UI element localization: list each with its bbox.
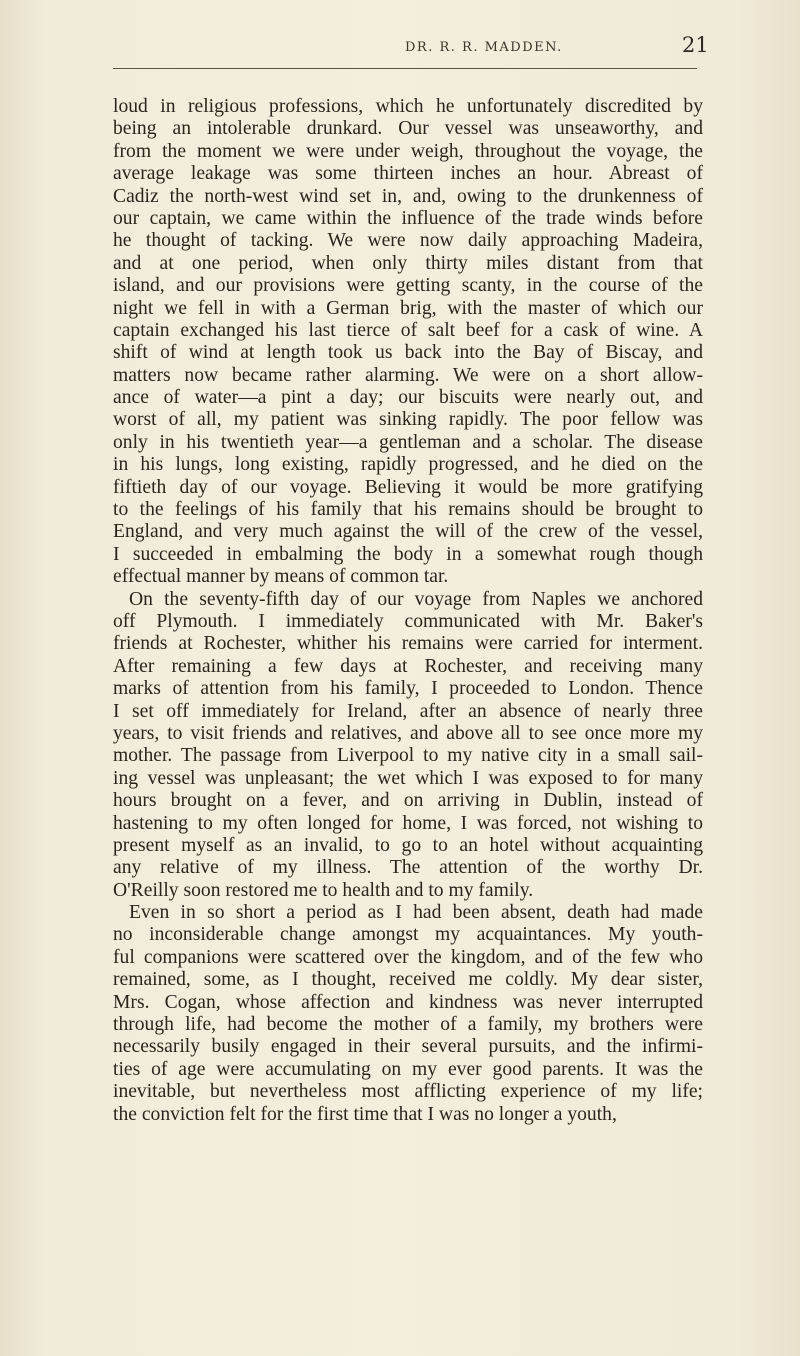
text-line: night we fell in with a German brig, with the master of which our	[113, 297, 703, 319]
text-line: Cadiz the north-west wind set in, and, owing to the drunkenness of	[113, 185, 703, 207]
text-line: present myself as an invalid, to go to an hotel without acquainting	[113, 834, 703, 856]
text-line: O'Reilly soon restored me to health and to my family.	[113, 879, 534, 901]
header-rule	[113, 68, 697, 69]
text-line: necessarily busily engaged in their several pursuits, and the infirmi-	[113, 1036, 703, 1058]
body-text	[113, 96, 703, 1126]
text-line: off Plymouth. I immediately communicated with Mr. Baker's	[113, 610, 703, 632]
text-line: our captain, we came within the influence of the trade winds before	[113, 207, 703, 229]
text-line: ing vessel was unpleasant; the wet which I was exposed to for many	[113, 767, 703, 789]
text-line: On the seventy-fifth day of our voyage from Naples we anchored	[129, 588, 703, 610]
text-line: matters now became rather alarming. We were on a short allow-	[113, 364, 703, 386]
text-line: I set off immediately for Ireland, after an absence of nearly three	[113, 700, 703, 722]
text-line: remained, some, as I thought, received me coldly. My dear sister,	[113, 969, 703, 991]
text-line: Even in so short a period as I had been absent, death had made	[129, 902, 703, 924]
text-line: worst of all, my patient was sinking rapidly. The poor fellow was	[113, 409, 703, 431]
text-line: and at one period, when only thirty miles distant from that	[113, 252, 703, 274]
text-line: ance of water—a pint a day; our biscuits were nearly out, and	[113, 387, 703, 409]
text-line: ties of age were accumulating on my ever good parents. It was the	[113, 1058, 703, 1080]
paragraph	[113, 96, 703, 589]
paragraph	[113, 589, 703, 902]
text-line: he thought of tacking. We were now daily approaching Madeira,	[113, 230, 703, 252]
text-line: being an intolerable drunkard. Our vessel was unseaworthy, and	[113, 118, 703, 140]
text-line: mother. The passage from Liverpool to my native city in a small sail-	[113, 745, 703, 767]
text-line: England, and very much against the will of the crew of the vessel,	[113, 521, 703, 543]
text-line: years, to visit friends and relatives, and above all to see once more my	[113, 722, 703, 744]
paragraph	[113, 902, 703, 1126]
text-line: hastening to my often longed for home, I was forced, not wishing to	[113, 812, 703, 834]
text-line: to the feelings of his family that his remains should be brought to	[113, 499, 703, 521]
text-line: average leakage was some thirteen inches an hour. Abreast of	[113, 163, 703, 185]
text-line: friends at Rochester, whither his remains were carried for interment.	[113, 633, 703, 655]
text-line: captain exchanged his last tierce of salt beef for a cask of wine. A	[113, 319, 703, 341]
text-line: marks of attention from his family, I proceeded to London. Thence	[113, 678, 703, 700]
text-line: ful companions were scattered over the kingdom, and of the few who	[113, 946, 703, 968]
text-line: no inconsiderable change amongst my acquaintances. My youth-	[113, 924, 703, 946]
text-line: shift of wind at length took us back into the Bay of Biscay, and	[113, 342, 703, 364]
running-head: DR. R. R. MADDEN.	[405, 40, 563, 55]
text-line: from the moment we were under weigh, throughout the voyage, the	[113, 140, 703, 162]
text-line: in his lungs, long existing, rapidly progressed, and he died on the	[113, 454, 703, 476]
text-line: inevitable, but nevertheless most afflicting experience of my life;	[113, 1081, 703, 1103]
text-line: Mrs. Cogan, whose affection and kindness was never interrupted	[113, 991, 703, 1013]
text-line: island, and our provisions were getting scanty, in the course of the	[113, 275, 703, 297]
text-line: effectual manner by means of common tar.	[113, 566, 449, 588]
text-line: After remaining a few days at Rochester, and receiving many	[113, 655, 703, 677]
text-line: fiftieth day of our voyage. Believing it would be more gratifying	[113, 476, 703, 498]
text-line: the conviction felt for the first time that I was no longer a youth,	[113, 1103, 617, 1125]
text-line: only in his twentieth year—a gentleman and a scholar. The disease	[113, 431, 703, 453]
page-number: 21	[682, 33, 709, 57]
text-line: through life, had become the mother of a family, my brothers were	[113, 1014, 703, 1036]
text-line: I succeeded in embalming the body in a somewhat rough though	[113, 543, 703, 565]
text-line: hours brought on a fever, and on arriving in Dublin, instead of	[113, 790, 703, 812]
text-line: loud in religious professions, which he unfortunately discredited by	[113, 96, 703, 117]
text-line: any relative of my illness. The attention of the worthy Dr.	[113, 857, 703, 879]
